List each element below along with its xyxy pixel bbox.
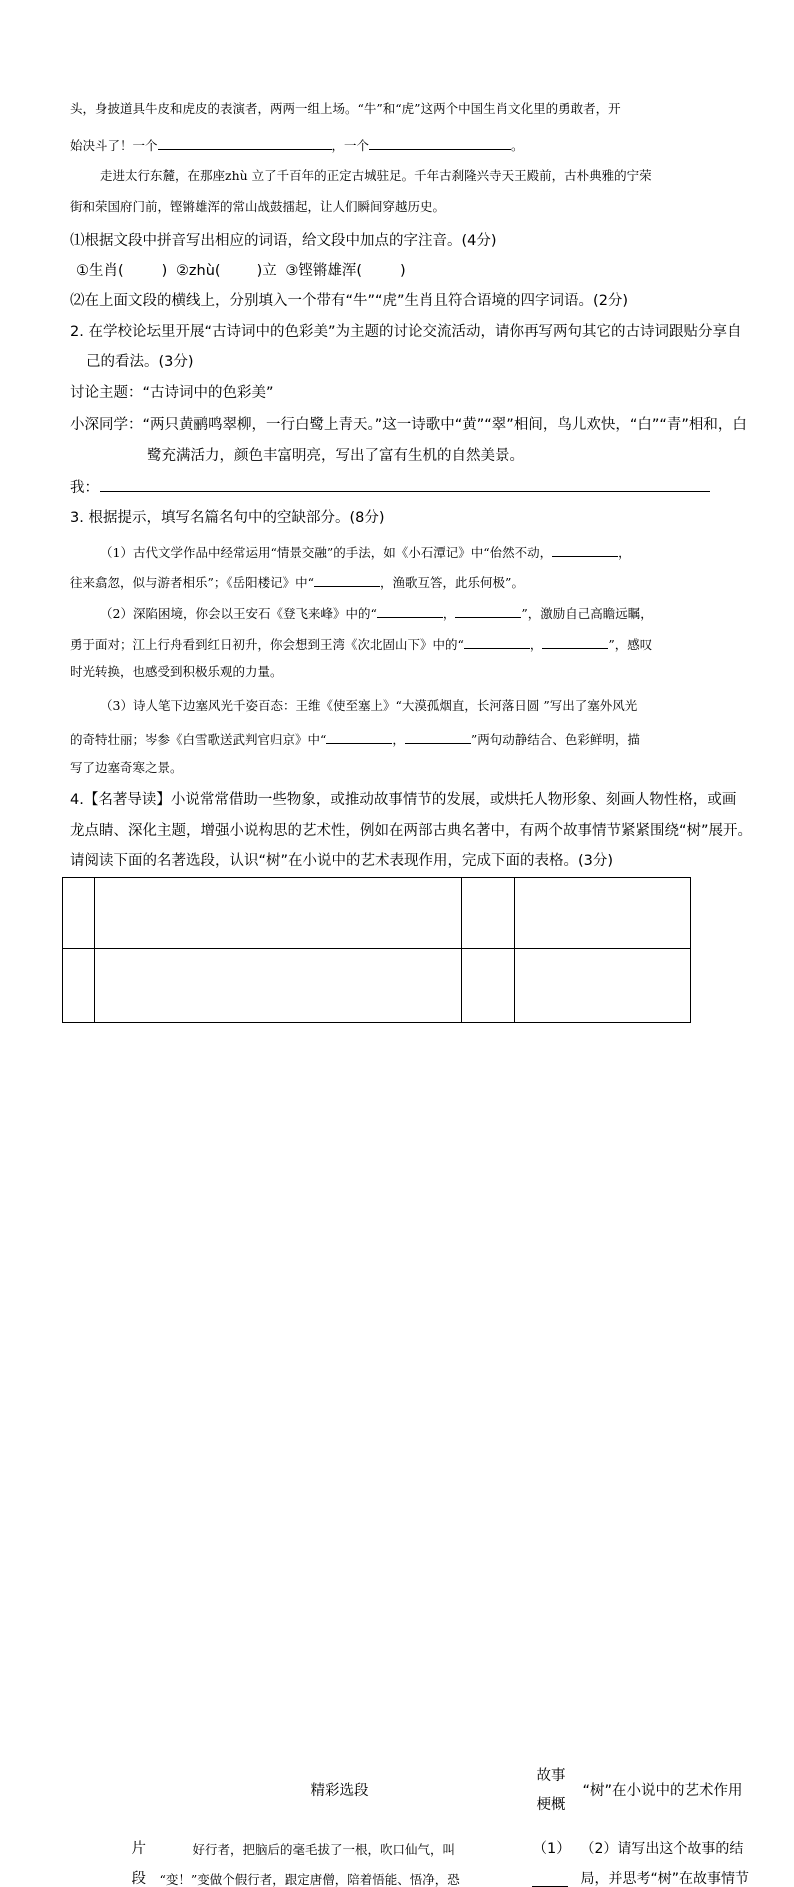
answer-blank-3-8[interactable] — [405, 731, 471, 744]
q1-part2: ⑵在上面文段的横线上，分别填入一个带有“牛”“虎”生肖且符合语境的四字词语。(2分) — [70, 293, 629, 309]
answer-blank-3-5[interactable] — [464, 636, 530, 649]
answer-blank-3-2[interactable] — [314, 574, 380, 587]
header-plot-2: 梗概 — [536, 1796, 566, 1813]
passage-line-1: 头，身披道具牛皮和虎皮的表演者，两两一组上场。“牛”和“虎”这两个中国生肖文化里的勇敢者，开 — [70, 101, 621, 116]
q4-line-2: 龙点睛、深化主题，增强小说构思的艺术性，例如在两部古典名著中，有两个故事情节紧紧围绕“树”展开。 — [70, 823, 753, 839]
q3-title: 3. 根据提示，填写名篇名句中的空缺部分。(8分) — [70, 510, 385, 526]
answer-blank-3-7[interactable] — [326, 731, 392, 744]
reading-table — [62, 877, 750, 1887]
q3-p2-line-1: （2）深陷困境，你会以王安石《登飞来峰》中的“ ， ”，激励自己高瞻远瞩， — [100, 606, 653, 621]
table-header-row — [63, 878, 691, 949]
excerpt-line-1: 好行者，把脑后的毫毛拔了一根，吹口仙气，叫 — [192, 1841, 456, 1857]
answer-blank-niu[interactable] — [158, 137, 332, 150]
answer-blank-3-1[interactable] — [552, 544, 618, 557]
q2-me-label: 我： — [70, 480, 99, 496]
q1-part1: ⑴根据文段中拼音写出相应的词语，给文段中加点的字注音。(4分) — [70, 233, 497, 249]
q3-p3-line-3: 写了边塞奇寒之景。 — [70, 760, 183, 775]
answer-blank-3-4[interactable] — [455, 605, 521, 618]
passage-line-3: 走进太行东麓，在那座zhù 立了千百年的正定古城驻足。千年古刹隆兴寺天王殿前，古朴典雅的宁荣 — [100, 168, 652, 183]
table-row — [63, 949, 691, 1023]
header-role: “树”在小说中的艺术作用 — [582, 1782, 743, 1799]
passage-line-4: 街和荣国府门前，铿锵雄浑的常山战鼓擂起，让人们瞬间穿越历史。 — [70, 199, 446, 214]
q2-answer-line[interactable] — [100, 491, 710, 492]
q2-student-line-1: 小深同学：“两只黄鹂鸣翠柳，一行白鹭上青天。”这一诗歌中“黄”“翠”相间，鸟儿欢快，“白”“青”相和，白 — [70, 417, 747, 433]
role-line-1: （2）请写出这个故事的结 — [580, 1840, 744, 1857]
row-label-2: 段 — [131, 1870, 146, 1887]
q1-options: ①生肖( ) ②zhù( )立 ③铿锵雄浑( ) — [76, 263, 406, 279]
header-plot-1: 故事 — [536, 1767, 566, 1784]
q3-p3-line-2: 的奇特壮丽；岑参《白雪歌送武判官归京》中“ ， ”两句动静结合、色彩鲜明，描 — [70, 732, 640, 747]
q3-p2-line-2: 勇于面对；江上行舟看到红日初升，你会想到王湾《次北固山下》中的“ ， ”，感叹 — [70, 637, 653, 652]
q3-p1-line-2: 往来翕忽，似与游者相乐”；《岳阳楼记》中“ ，渔歌互答，此乐何极”。 — [70, 575, 524, 590]
answer-blank-3-3[interactable] — [377, 605, 443, 618]
row-label-1: 片 — [131, 1840, 146, 1857]
q2-line-2: 己的看法。(3分) — [86, 354, 194, 370]
passage-line-2: 始决斗了！一个 ，一个 。 — [70, 138, 524, 153]
header-excerpt: 精彩选段 — [310, 1782, 369, 1799]
plot-number: （1） — [532, 1840, 571, 1857]
q3-p2-line-3: 时光转换，也感受到积极乐观的力量。 — [70, 664, 283, 679]
q4-line-1: 4.【名著导读】小说常常借助一些物象，或推动故事情节的发展，或烘托人物形象、刻画人物性格，或画 — [70, 792, 737, 808]
plot-answer-blank[interactable] — [532, 1886, 568, 1887]
q3-p1-line-1: （1）古代文学作品中经常运用“情景交融”的手法，如《小石潭记》中“佁然不动， ， — [100, 545, 631, 560]
role-line-2: 局，并思考“树”在故事情节 — [580, 1870, 750, 1887]
answer-blank-hu[interactable] — [369, 137, 511, 150]
q2-student-line-2: 鹭充满活力，颜色丰富明亮，写出了富有生机的自然美景。 — [147, 448, 524, 464]
q2-topic: 讨论主题：“古诗词中的色彩美” — [70, 385, 274, 401]
q2-line-1: 2. 在学校论坛里开展“古诗词中的色彩美”为主题的讨论交流活动，请你再写两句其它的古诗词跟贴分享自 — [70, 324, 742, 340]
answer-blank-3-6[interactable] — [542, 636, 608, 649]
excerpt-line-2: “变！”变做个假行者，跟定唐僧，陪着悟能、悟净，恐 — [159, 1871, 460, 1887]
q3-p3-line-1: （3）诗人笔下边塞风光千姿百态：王维《使至塞上》“大漠孤烟直，长河落日圆 ”写出了塞外风光 — [100, 698, 638, 713]
q4-line-3: 请阅读下面的名著选段，认识“树”在小说中的艺术表现作用，完成下面的表格。(3分) — [70, 853, 614, 869]
